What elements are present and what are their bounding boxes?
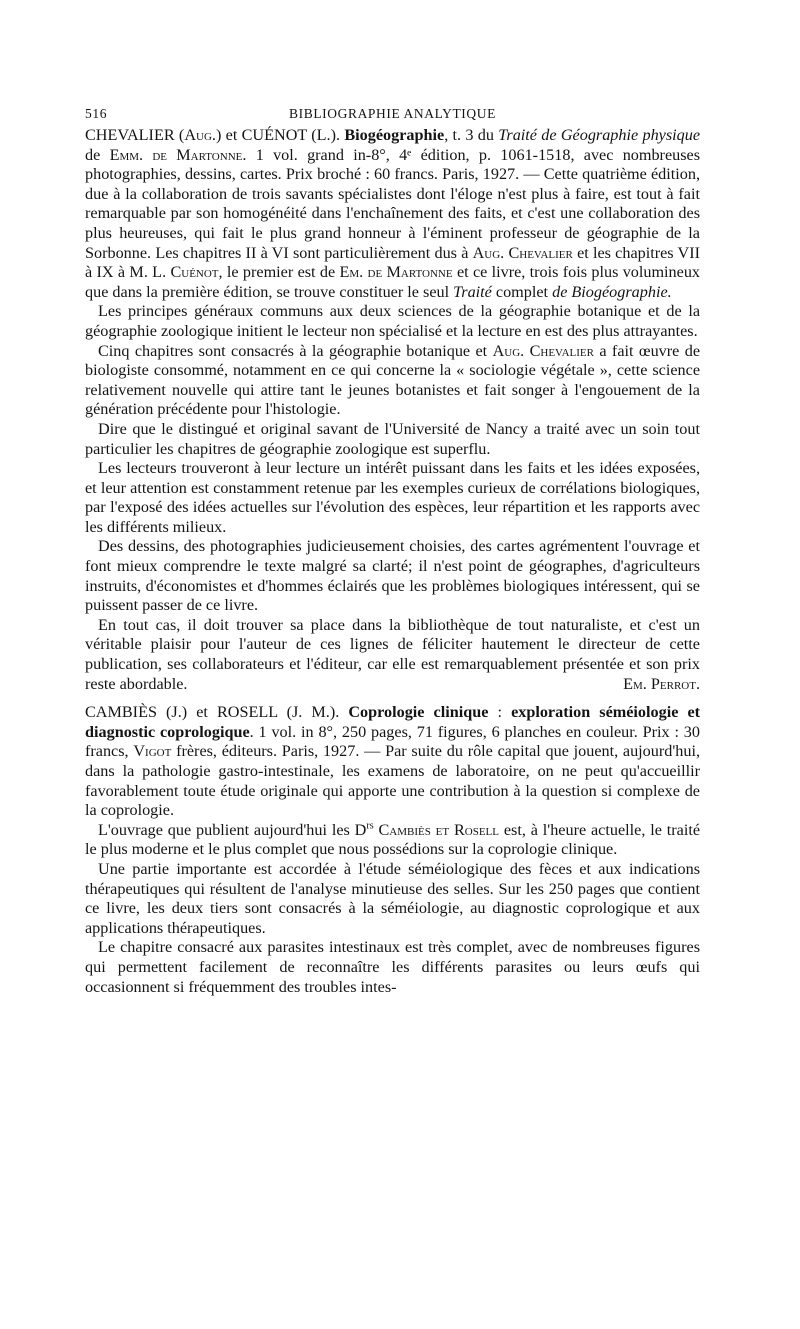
book-subtitle: exploration séméiologie et diagnostic coprologique (85, 703, 701, 741)
reviewer-signature: Em. Perrot. (623, 674, 700, 693)
review-entry-chevalier (85, 126, 700, 694)
review-paragraph: Une partie importante est accordée à l'étude séméiologique des fèces et aux indications thérapeutiques qui résultent de l'analyse minutieuse des selles. Sur les 250 pages que contient ce livre, les deux tiers sont consacrés à la séméiologie, au diagnostic coprologique et aux applications thérapeutiques. (85, 859, 700, 937)
bibliographic-details: . 1 vol. in 8°, 250 pages, 71 figures, 6 planches en couleur. Prix : 30 francs, (85, 722, 700, 761)
entry-heading-paragraph: CHEVALIER (Aug.) et CUÉNOT (L.). Biogéographie, t. 3 du Traité de Géographie physique de Emm. de Martonne. 1 vol. grand in-8°, 4ᵉ édition, p. 1061-1518, avec nombreuses photographies, dessins, cartes. Prix broché : 60 francs. Paris, 1927. — Cette quatrième édition, due à la collaboration de trois savants spécialistes dont l'éloge n'est plus à faire, est tout à fait remarquable par son homogénéité dans l'enchaînement des faits, et c'est une collaboration des plus heureuses, qui fait le plus grand honneur à l'éminent professeur de géographie de la Sorbonne. Les chapitres II à VI sont particulièrement dus à Aug. Chevalier et les chapitres VII à IX à M. L. Cuénot, le premier est de Em. de Martonne et ce livre, trois fois plus volumineux que dans la première édition, se trouve constituer le seul Traité complet de Biogéographie. (85, 126, 701, 301)
entry-authors: CHEVALIER (Aug.) et CUÉNOT (L.). (85, 126, 341, 144)
document-page (85, 104, 700, 997)
publisher-name: Vigot (133, 742, 172, 761)
book-title: Coprologie clinique (348, 703, 489, 722)
review-paragraph: Des dessins, des photographies judicieusement choisies, des cartes agrémentent l'ouvrage et font mieux comprendre le texte malgré sa clarté; il n'est point de géographes, d'agriculteurs instruits, d'économistes et d'hommes éclairés que les problèmes biologiques intéressent, qui se puissent passer de ce livre. (85, 537, 700, 615)
review-paragraph: Le chapitre consacré aux parasites intestinaux est très complet, avec de nombreuses figures qui permettent facilement de reconnaître les différents parasites ou leurs œufs qui occasionnent si fréquemment des troubles intes- (85, 938, 700, 996)
series-title: Traité de Géographie physique (498, 126, 701, 144)
review-paragraph: En tout cas, il doit trouver sa place dans la bibliothèque de tout naturaliste, et c'est un véritable plaisir pour l'auteur de ces lignes de féliciter hautement le directeur de cette publication, ses collaborateurs et l'éditeur, car elle est remarquablement présentée et son prix reste abordable. (85, 615, 700, 693)
entry-authors: CAMBIÈS (J.) et ROSELL (J. M.). (85, 703, 340, 722)
running-header (85, 104, 700, 126)
bibliographic-details: . 1 vol. grand in-8°, 4ᵉ édition, p. 1061-1518, avec nombreuses photographies, dessins, cartes. Prix broché : 60 francs. Paris, 1927. — Cette quatrième édition, due à la collaboration de trois savants spécialistes dont l'éloge n'est plus à faire, est tout à fait remarquable par son homogénéité dans l'enchaînement des faits, et c'est une collaboration des plus heureuses, qui fait le plus grand honneur à l'éminent professeur de géographie de la Sorbonne. Les chapitres II à VI sont particulièrement dus à (85, 145, 701, 262)
editor-name: Emm. de Martonne (109, 145, 243, 164)
review-paragraph: Cinq chapitres sont consacrés à la géographie botanique et Aug. Chevalier a fait œuvre de biologiste consommé, notamment en ce qui concerne la « sociologie végétale », cette science relativement nouvelle qui attire tant le jeunes botanistes et fait songer à l'engouement de la génération précédente pour l'histologie. (85, 341, 701, 419)
entry-heading-paragraph: CAMBIÈS (J.) et ROSELL (J. M.). Coprologie clinique : exploration séméiologie et diagnostic coprologique. 1 vol. in 8°, 250 pages, 71 figures, 6 planches en couleur. Prix : 30 francs, Vigot frères, éditeurs. Paris, 1927. — Par suite du rôle capital que jouent, aujourd'hui, dans la pathologie gastro-intestinale, les examens de laboratoire, on ne peut qu'accueillir favorablement toute étude originale qui apporte une contribution à la question si complexe de la coprologie. (85, 703, 701, 820)
review-paragraph: Les principes généraux communs aux deux sciences de la géographie botanique et de la géographie zoologique initient le lecteur non spécialisé et la lecture en est des plus attrayantes. (85, 302, 700, 340)
review-paragraph: Dire que le distingué et original savant de l'Université de Nancy a traité avec un soin tout particulier les chapitres de géographie zoologique est superflu. (85, 419, 700, 458)
review-entry-cambies (85, 703, 700, 997)
review-paragraph: L'ouvrage que publient aujourd'hui les $D^{rs}$ Cambiès et Rosell est, à l'heure actuelle, le traité le plus moderne et le plus complet que nous possédions sur la coprologie clinique. (85, 820, 701, 859)
review-paragraph: Les lecteurs trouveront à leur lecture un intérêt puissant dans les faits et les idées exposées, et leur attention est constamment retenue par les exemples curieux de corrélations biologiques, par l'exposé des idées actuelles sur l'évolution des espèces, leur répartition et les rapports avec les différents milieux. (85, 459, 700, 536)
running-title: BIBLIOGRAPHIE ANALYTIQUE (289, 106, 496, 121)
book-title: Biogéographie (344, 126, 445, 144)
page-number: 516 (85, 106, 108, 121)
